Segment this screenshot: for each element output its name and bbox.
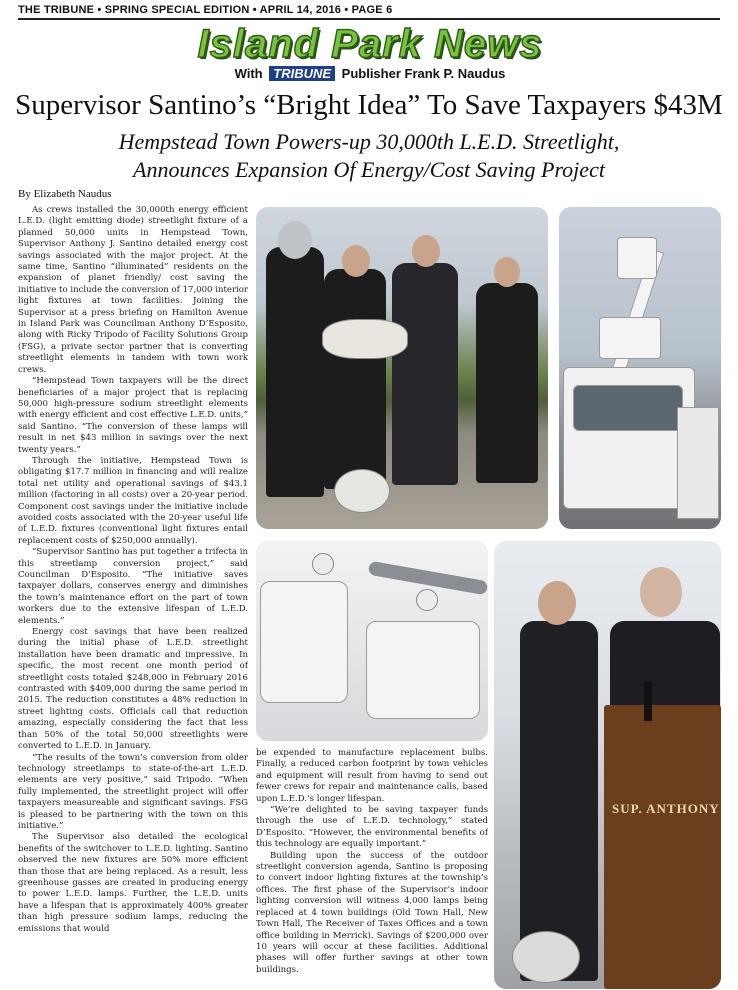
paragraph: Through the initiative, Hempstead Town is obligating $17.7 million in financing and will realize total net utility and operational savings of $43.1 million (factoring in all costs) over a 20-year period. Component cost savings under the initiative include avoided costs associated with the 20-year useful life of L.E.D. fixtures (conventional light fixtures entail replacement costs of $250,000 annually). bbox=[18, 455, 248, 546]
podium-sign: SUP. ANTHONY bbox=[612, 801, 720, 816]
truck-body bbox=[677, 407, 719, 519]
subhead-line-1: Hempstead Town Powers-up 30,000th L.E.D. Streetlight, bbox=[118, 129, 620, 154]
person-figure bbox=[392, 263, 458, 485]
paragraph: The Supervisor also detailed the ecological benefits of the switchover to L.E.D. lighting. Santino observed the new fixtures are 50% more efficient than those that are being replaced. As a result, less greenhouse gasses are created in producing energy to power L.E.D. lamps. Further, the L.E.D. units have a lifespan that is approximately 400% greater than high pressure sodium lamps, reducing the emissions that would bbox=[18, 832, 248, 934]
podium bbox=[604, 705, 721, 989]
article-column-1 bbox=[18, 205, 248, 985]
person-figure bbox=[520, 621, 598, 981]
masthead-subline bbox=[160, 66, 580, 81]
person-head bbox=[412, 235, 440, 267]
led-fixture bbox=[322, 319, 408, 359]
person-head bbox=[538, 581, 576, 625]
masthead-with: With bbox=[234, 66, 263, 81]
paragraph: Building upon the success of the outdoor streetlight conversion agenda, Santino is proposing to convert indoor lighting fixtures at the township’s offices. The first phase of the Supervisor’s indoor lighting conversion will witness 4,000 lamps being replaced at 4 town buildings (Old Town Hall, New Town Hall, The Receiver of Taxes Offices and a town office building in Merrick). Savings of $200,000 over 10 years will occur at these facilities. Additional phases will offer further savings at other town buildings. bbox=[256, 850, 488, 975]
photo-bucket-truck bbox=[559, 207, 721, 529]
microphone bbox=[644, 681, 652, 721]
page-header: THE TRIBUNE • SPRING SPECIAL EDITION • APRIL 14, 2016 • PAGE 6 bbox=[18, 4, 393, 16]
masthead bbox=[160, 24, 580, 81]
bucket bbox=[599, 317, 661, 359]
paragraph: be expended to manufacture replacement bulbs. Finally, a reduced carbon footprint by town vehicles and equipment will result from having to send out fewer crews for repair and maintenance calls, based upon L.E.D.’s longer lifespan. bbox=[256, 748, 488, 804]
photo-officials-with-fixture bbox=[256, 207, 548, 529]
subhead-line-2: Announces Expansion Of Energy/Cost Saving Project bbox=[133, 157, 605, 182]
bucket bbox=[366, 621, 480, 719]
byline: By Elizabeth Naudus bbox=[18, 188, 112, 200]
helmet bbox=[512, 931, 580, 983]
bucket bbox=[260, 581, 348, 703]
truck-windshield bbox=[573, 385, 683, 431]
person-figure bbox=[476, 283, 538, 483]
paragraph: “We’re delighted to be saving taxpayer funds through the use of L.E.D. technology,” stated D’Esposito. “However, the environmental benefits of this technology are equally important.” bbox=[256, 805, 488, 850]
worker-helmet bbox=[312, 553, 334, 575]
person-head bbox=[640, 567, 682, 617]
paragraph: “The results of the town’s conversion from older technology streetlamps to state-of-the-art L.E.D. elements are very positive,” said Tripodo. “When fully implemented, the streetlight project will offer taxpayers measureable and significant savings. FSG is pleased to be partnering with the town on this initiative.” bbox=[18, 752, 248, 831]
worker-helmet bbox=[416, 589, 438, 611]
person-figure bbox=[266, 247, 324, 497]
helmet bbox=[334, 469, 390, 513]
bucket bbox=[617, 237, 657, 279]
article-column-2 bbox=[256, 748, 488, 986]
header-rule bbox=[18, 18, 720, 20]
article-headline: Supervisor Santino’s “Bright Idea” To Save Taxpayers $43M bbox=[15, 89, 723, 121]
paragraph: As crews installed the 30,000th energy efficient L.E.D. (light emitting diode) streetlight fixture of a planned 50,000 units in Hempstead Town, Supervisor Anthony J. Santino detailed energy cost savings associated with the major project. At the same time, Santino “illuminated” residents on the expansion of planet friendly/ cost saving the initiative to include the conversion of 17,000 interior light fixtures at town facilities. Joining the Supervisor at a press briefing on Hamilton Avenue in Island Park was Councilman Anthony D’Esposito, along with Ricky Tripodo of Facility Solutions Group (FSG), a private sector partner that is converting streetlight elements in tandem with town work crews. bbox=[18, 205, 248, 375]
tribune-logo: TRIBUNE bbox=[269, 66, 335, 81]
paragraph: “Hempstead Town taxpayers will be the direct beneficiaries of a major project that is replacing 50,000 high-pressure sodium streetlight elements with energy efficient and cost effective L.E.D. units,” said Santino. “The conversion of these lamps will result in net $43 million in savings over the next twenty years.” bbox=[18, 376, 248, 455]
article-subhead bbox=[40, 128, 698, 184]
person-head bbox=[494, 257, 520, 287]
person-head bbox=[278, 221, 312, 259]
masthead-title: Island Park News bbox=[197, 22, 543, 66]
paragraph: “Supervisor Santino has put together a trifecta in this streetlamp conversion project,” said Councilman D’Esposito. “The initiative saves taxpayer dollars, conserves energy and diminishes the town’s maintenance effort on the part of town workers due to the extensive lifespan of L.E.D. elements.” bbox=[18, 547, 248, 626]
paragraph: Energy cost savings that have been realized during the initial phase of L.E.D. streetlight installation have been dramatic and impressive. In specific, the most recent one month period of streetlight costs totaled $248,000 in February 2016 contrasted with $409,000 during the same period in 2015. The reduction constitutes a 48% reduction in street lighting costs. Officials call that reduction amazing, especially considering the fact that less than 50% of the total 50,000 streetlights were converted to L.E.D. in January. bbox=[18, 627, 248, 752]
masthead-publisher: Publisher Frank P. Naudus bbox=[341, 66, 506, 81]
person-head bbox=[342, 245, 370, 277]
photo-workers-in-buckets bbox=[256, 541, 488, 741]
photo-podium-press-briefing bbox=[494, 541, 721, 989]
person-figure bbox=[324, 269, 386, 489]
